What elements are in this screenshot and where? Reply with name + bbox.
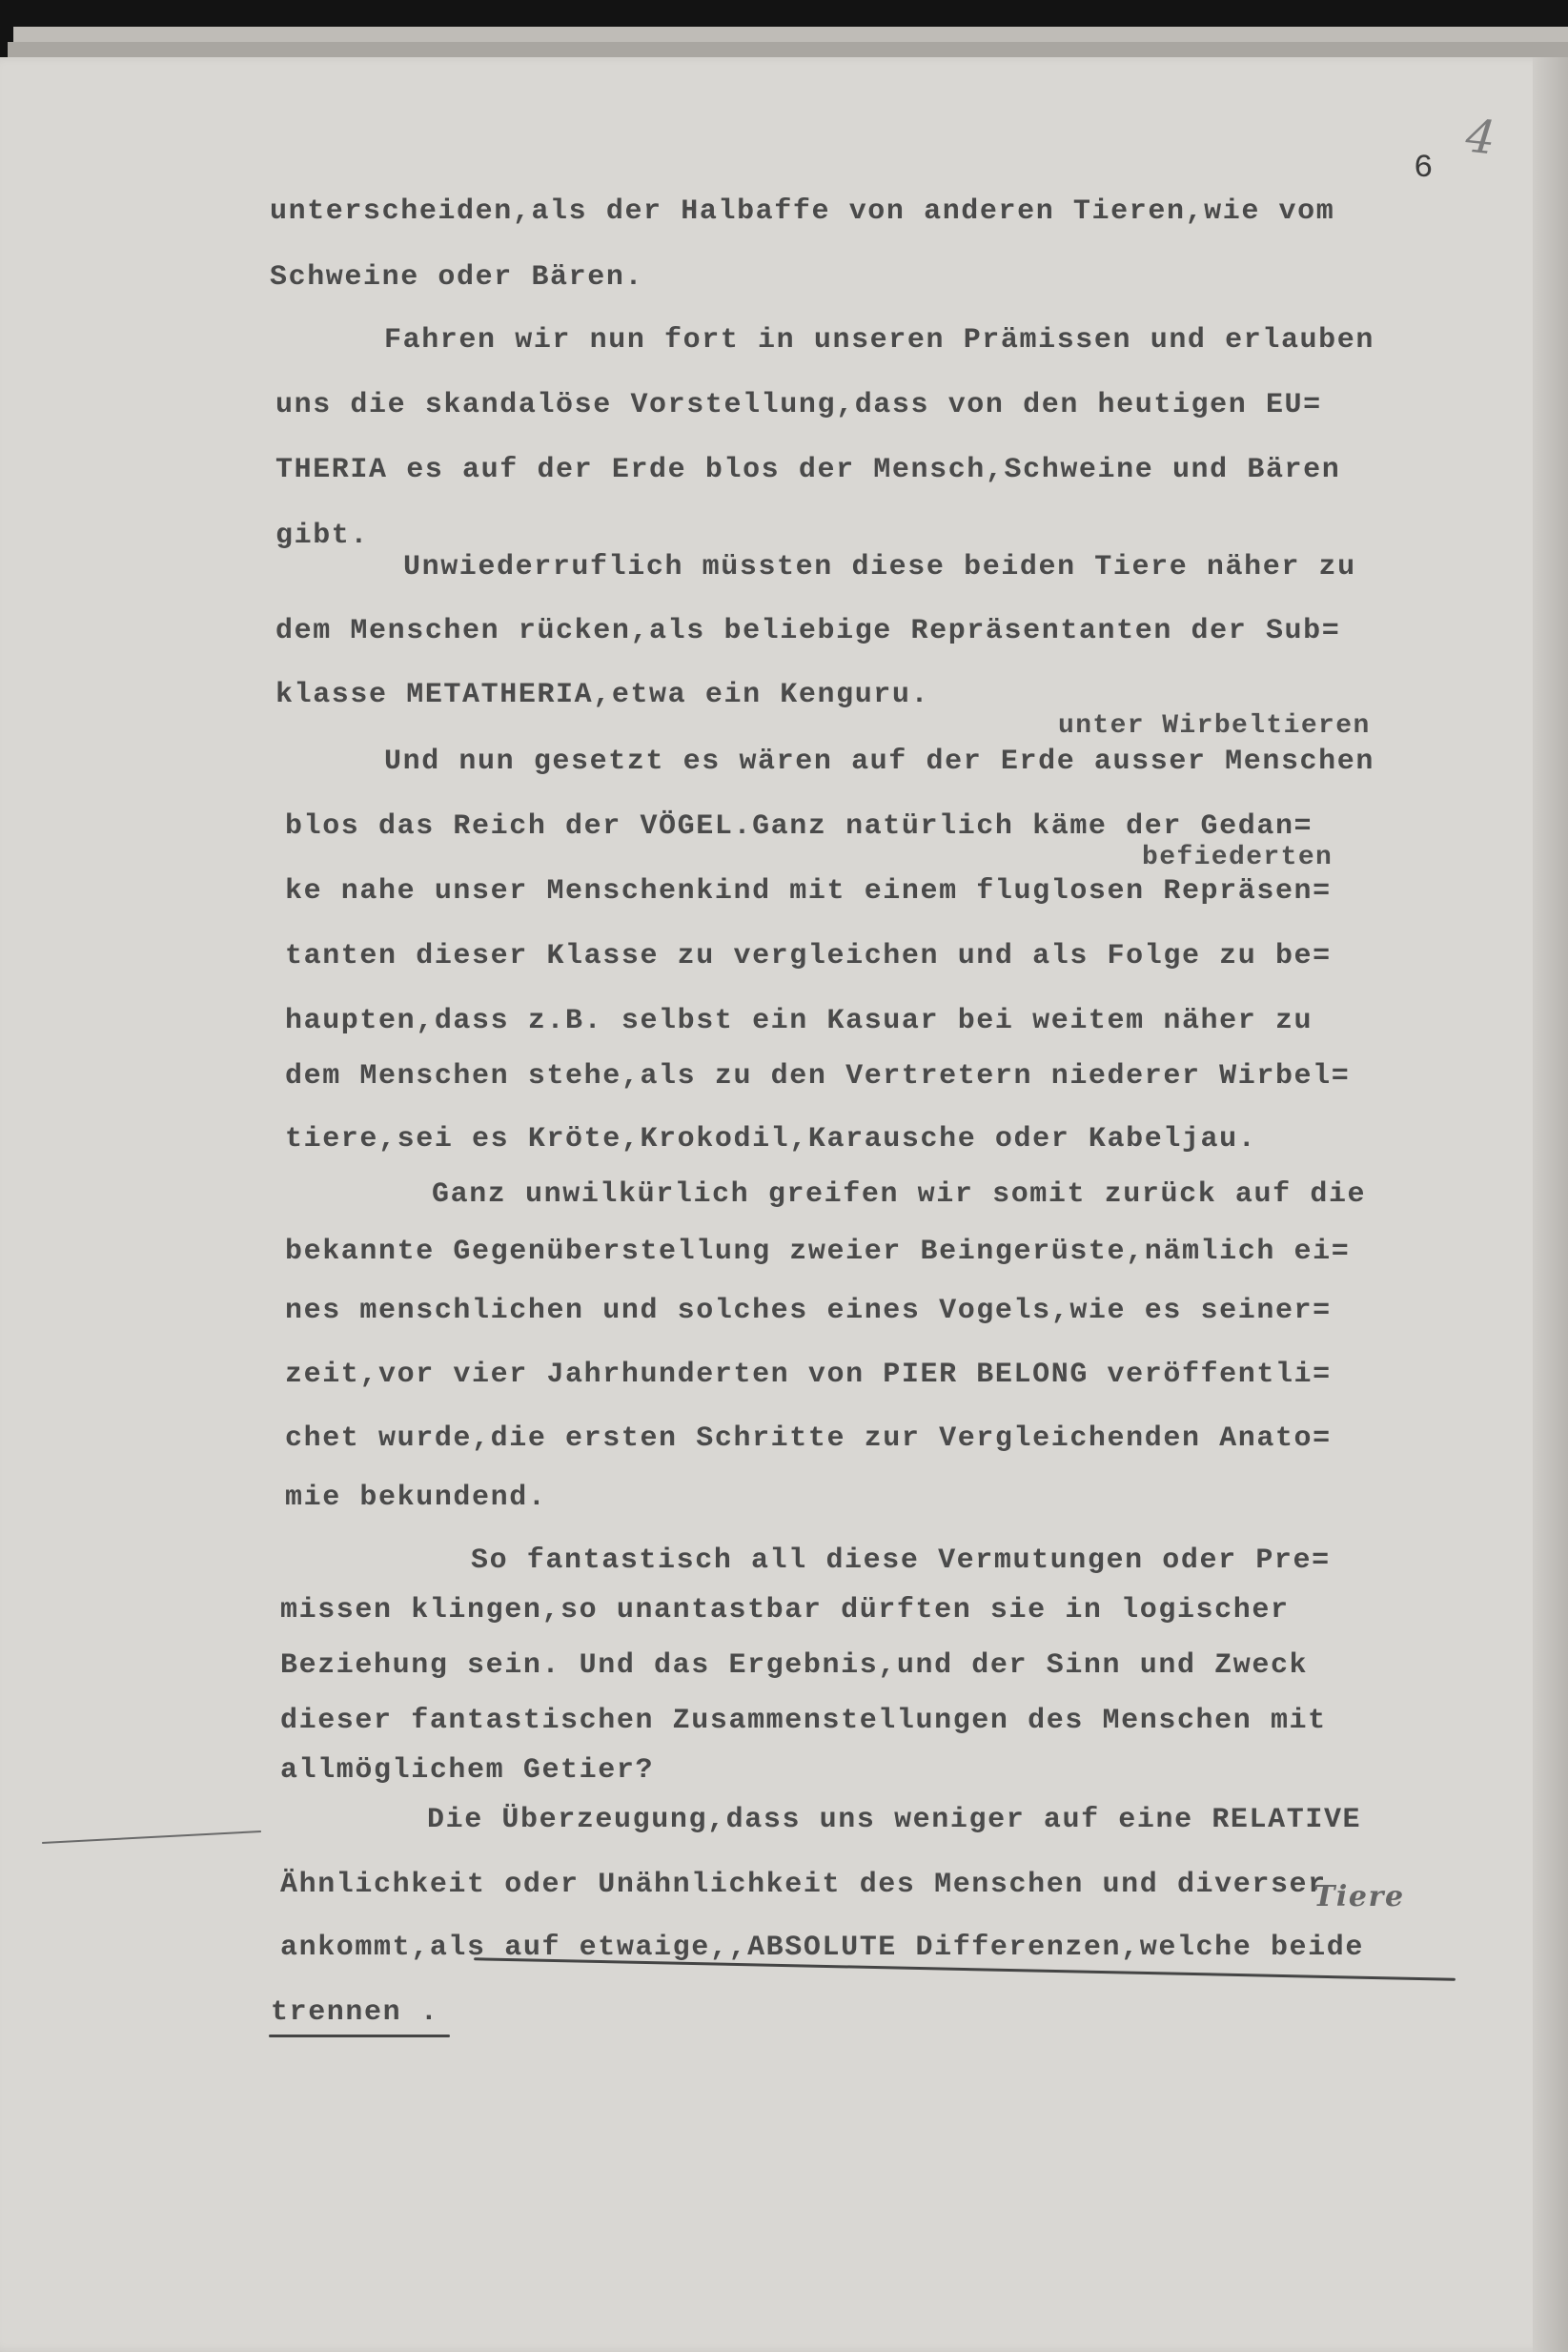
text-line-19: nes menschlichen und solches eines Vogels,wie es seiner= bbox=[285, 1295, 1332, 1327]
text-line-11: blos das Reich der VÖGEL.Ganz natürlich käme der Gedan= bbox=[285, 810, 1313, 843]
text-line-9: klasse METATHERIA,etwa ein Kenguru. bbox=[275, 679, 930, 711]
text-line-12: ke nahe unser Menschenkind mit einem fluglosen Repräsen= bbox=[285, 875, 1332, 908]
text-line-14: haupten,dass z.B. selbst ein Kasuar bei weitem näher zu bbox=[285, 1005, 1313, 1037]
text-line-22: mie bekundend. bbox=[285, 1482, 547, 1514]
text-line-31: trennen . bbox=[271, 1996, 439, 2029]
text-line-18: bekannte Gegenüberstellung zweier Beingerüste,nämlich ei= bbox=[285, 1236, 1351, 1268]
text-line-15: dem Menschen stehe,als zu den Vertretern niederer Wirbel= bbox=[285, 1060, 1351, 1093]
interlinear-insertion-2: befiederten bbox=[1142, 843, 1334, 872]
text-line-4: uns die skandalöse Vorstellung,dass von den heutigen EU= bbox=[275, 389, 1322, 421]
text-line-5: THERIA es auf der Erde blos der Mensch,Schweine und Bären bbox=[275, 454, 1341, 486]
text-line-8: dem Menschen rücken,als beliebige Repräsentanten der Sub= bbox=[275, 615, 1341, 647]
text-line-30: ankommt,als auf etwaige,,ABSOLUTE Differenzen,welche beide bbox=[280, 1932, 1364, 1964]
text-line-2: Schweine oder Bären. bbox=[270, 261, 644, 294]
handdrawn-underline-2 bbox=[269, 2035, 450, 2037]
text-line-21: chet wurde,die ersten Schritte zur Vergleichenden Anato= bbox=[285, 1422, 1332, 1455]
text-line-7: Unwiederruflich müssten diese beiden Tiere näher zu bbox=[403, 551, 1356, 583]
text-line-10: Und nun gesetzt es wären auf der Erde ausser Menschen bbox=[384, 746, 1375, 778]
interlinear-insertion-1: unter Wirbeltieren bbox=[1058, 711, 1371, 741]
text-line-16: tiere,sei es Kröte,Krokodil,Karausche oder Kabeljau. bbox=[285, 1123, 1257, 1156]
text-line-26: dieser fantastischen Zusammenstellungen des Menschen mit bbox=[280, 1705, 1327, 1737]
text-line-6: gibt. bbox=[275, 520, 370, 552]
text-line-1: unterscheiden,als der Halbaffe von anderen Tieren,wie vom bbox=[270, 195, 1335, 228]
text-line-27: allmöglichem Getier? bbox=[280, 1754, 655, 1787]
text-line-17: Ganz unwilkürlich greifen wir somit zurück auf die bbox=[432, 1178, 1367, 1211]
text-line-13: tanten dieser Klasse zu vergleichen und als Folge zu be= bbox=[285, 940, 1332, 972]
text-line-29: Ähnlichkeit oder Unähnlichkeit des Menschen und diverser bbox=[280, 1869, 1327, 1901]
pencil-folio-mark: 4 bbox=[1463, 109, 1498, 166]
handwritten-insertion: Tiere bbox=[1313, 1880, 1405, 1913]
text-line-3: Fahren wir nun fort in unseren Prämissen und erlauben bbox=[384, 324, 1375, 357]
text-line-23: So fantastisch all diese Vermutungen oder Pre= bbox=[471, 1544, 1331, 1577]
text-line-24: missen klingen,so unantastbar dürften sie in logischer bbox=[280, 1594, 1290, 1626]
page-edge-shadow bbox=[1533, 57, 1568, 2352]
page-number: 6 bbox=[1414, 151, 1434, 187]
text-line-25: Beziehung sein. Und das Ergebnis,und der Sinn und Zweck bbox=[280, 1649, 1309, 1682]
text-line-28: Die Überzeugung,dass uns weniger auf eine RELATIVE bbox=[427, 1804, 1362, 1836]
text-line-20: zeit,vor vier Jahrhunderten von PIER BELONG veröffentli= bbox=[285, 1359, 1332, 1391]
